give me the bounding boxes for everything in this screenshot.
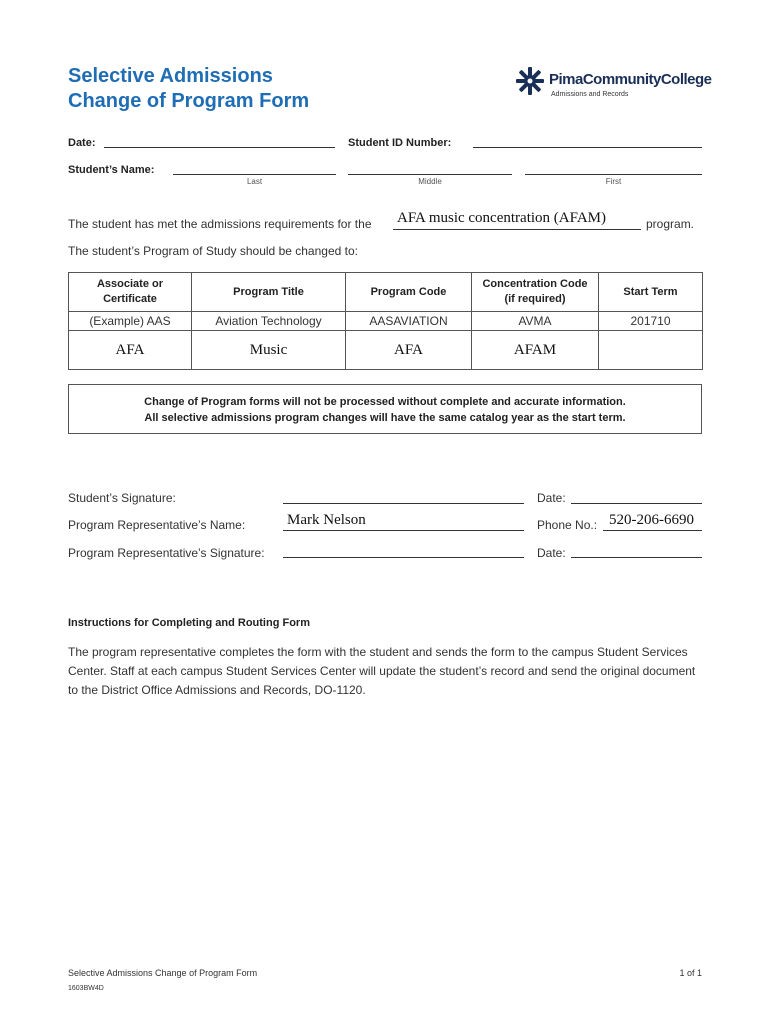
last-caption: Last <box>246 177 263 186</box>
table-row-example <box>69 312 703 331</box>
table-header: Concentration Code (if required) <box>472 273 599 312</box>
change-statement: The student’s Program of Study should be changed to: <box>68 244 358 258</box>
table-cell: AVMA <box>472 312 599 331</box>
college-name: PimaCommunityCollege <box>549 71 712 88</box>
table-header: Program Title <box>192 273 346 312</box>
student-signature-label: Student’s Signature: <box>68 491 176 505</box>
student-date-label: Date: <box>537 491 566 505</box>
date-field[interactable] <box>104 147 335 148</box>
footer-form-name: Selective Admissions Change of Program Form <box>68 968 258 978</box>
student-signature-field[interactable] <box>283 503 524 504</box>
table-header: Program Code <box>346 273 472 312</box>
program-table <box>68 272 703 370</box>
program-title-field[interactable]: Music <box>192 331 346 370</box>
program-code-field[interactable]: AFA <box>346 331 472 370</box>
middle-name-field[interactable] <box>348 174 512 175</box>
student-id-field[interactable] <box>473 147 702 148</box>
student-date-field[interactable] <box>571 503 702 504</box>
instructions-heading: Instructions for Completing and Routing Form <box>68 617 310 629</box>
student-name-label: Student’s Name: <box>68 164 155 176</box>
instructions-text: The program representative completes the form with the student and sends the form to the campus Student Services Center. Staff at each campus Student Services Center will update the student’s record and send the original document to the District Office Admissions and Records, DO-1120. <box>68 645 696 697</box>
form-title <box>68 64 309 114</box>
program-field-value[interactable]: AFA music concentration (AFAM) <box>397 210 606 226</box>
statement-prefix: The student has met the admissions requirements for the <box>68 217 372 231</box>
table-cell: 201710 <box>599 312 703 331</box>
table-cell: (Example) AAS <box>69 312 192 331</box>
first-caption: First <box>605 177 622 186</box>
phone-line[interactable] <box>603 530 702 531</box>
notice-line2: All selective admissions program changes will have the same catalog year as the start term. <box>144 412 626 424</box>
table-header-row <box>69 273 703 312</box>
concentration-code-field[interactable]: AFAM <box>472 331 599 370</box>
table-cell: AASAVIATION <box>346 312 472 331</box>
rep-signature-label: Program Representative’s Signature: <box>68 546 265 560</box>
rep-date-field[interactable] <box>571 557 702 558</box>
college-logo-icon <box>515 66 545 101</box>
rep-name-line[interactable] <box>283 530 524 531</box>
start-term-field[interactable] <box>599 331 703 370</box>
rep-name-value[interactable]: Mark Nelson <box>287 512 366 528</box>
form-title-line2: Change of Program Form <box>68 90 310 112</box>
rep-signature-field[interactable] <box>283 557 524 558</box>
footer-form-code: 1603BW4D <box>68 985 104 992</box>
notice-line1: Change of Program forms will not be processed without complete and accurate information. <box>144 396 626 408</box>
footer-page-number: 1 of 1 <box>679 968 702 978</box>
associate-certificate-field[interactable]: AFA <box>69 331 192 370</box>
form-title-line1: Selective Admissions <box>68 65 273 87</box>
phone-label: Phone No.: <box>537 518 598 532</box>
phone-value[interactable]: 520-206-6690 <box>609 512 694 528</box>
notice-box <box>68 384 702 434</box>
rep-name-label: Program Representative’s Name: <box>68 518 246 532</box>
date-label: Date: <box>68 137 96 149</box>
table-row-entry <box>69 331 703 370</box>
table-header: Start Term <box>599 273 703 312</box>
first-name-field[interactable] <box>525 174 702 175</box>
rep-date-label: Date: <box>537 546 566 560</box>
department-name: Admissions and Records <box>551 91 629 98</box>
last-name-field[interactable] <box>173 174 336 175</box>
middle-caption: Middle <box>418 177 442 186</box>
statement-suffix: program. <box>646 217 695 231</box>
table-header: Associate or Certificate <box>69 273 192 312</box>
table-cell: Aviation Technology <box>192 312 346 331</box>
student-id-label: Student ID Number: <box>348 137 452 149</box>
program-field-line[interactable] <box>393 229 641 230</box>
